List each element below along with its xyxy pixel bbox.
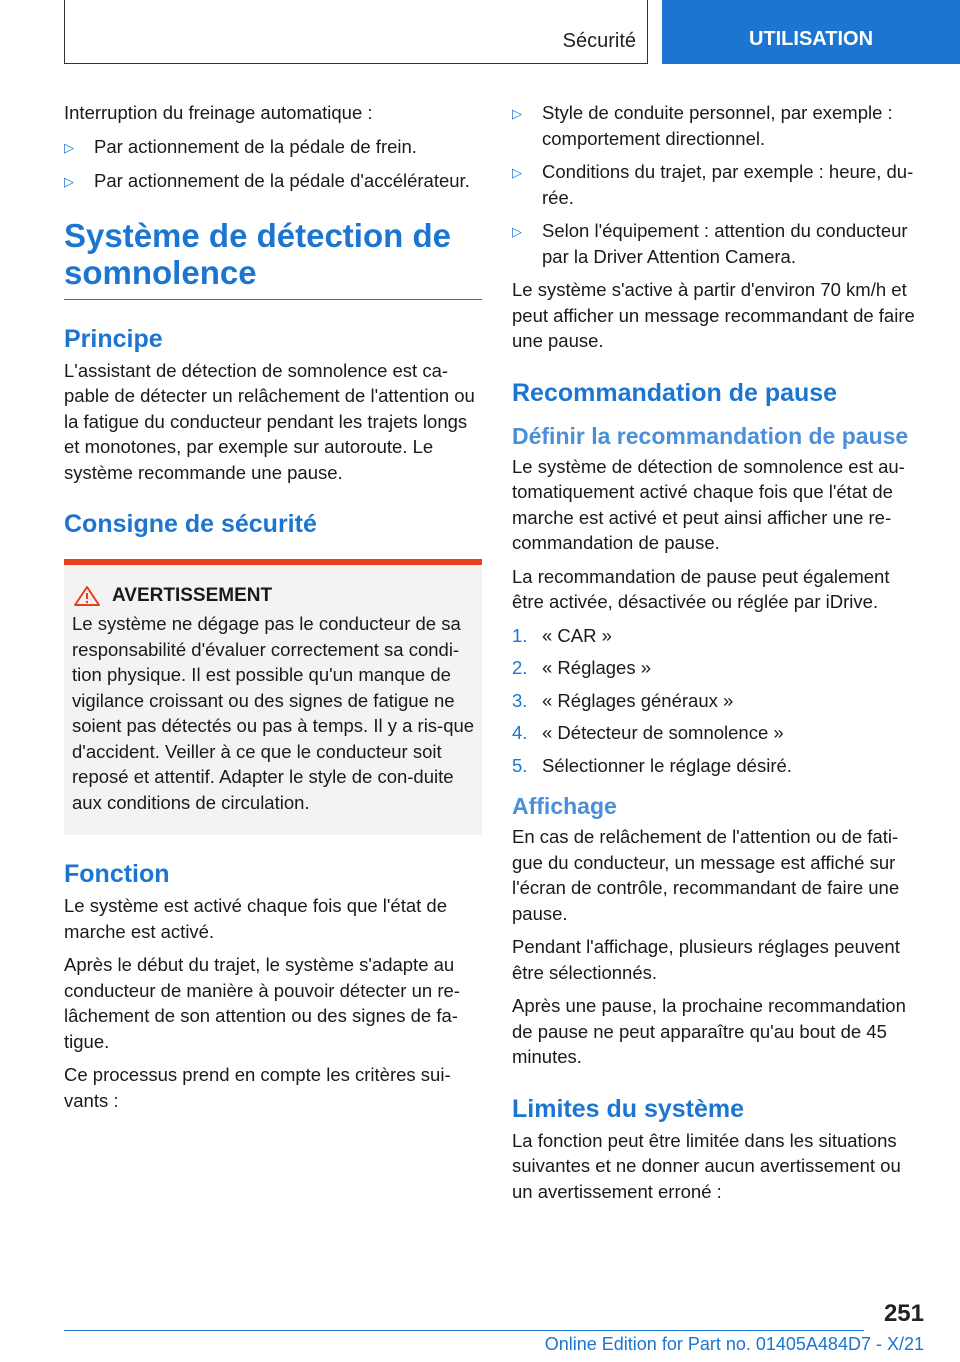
list-item: ▷ Selon l'équipement : attention du conducteur par la Driver Attention Camera. <box>512 218 926 269</box>
step-item: 1. « CAR » <box>512 624 612 646</box>
step-item: 2. « Réglages » <box>512 657 652 678</box>
list-item: ▷ Conditions du trajet, par exemple : heure, du-rée. <box>512 159 926 210</box>
header-section-title: Sécurité <box>562 30 636 52</box>
warning-triangle-icon <box>72 585 102 607</box>
triangle-bullet-icon: ▷ <box>64 139 74 155</box>
list-item: ▷ Par actionnement de la pédale de frein. <box>64 134 482 161</box>
warning-box <box>64 559 482 835</box>
definir-heading: Définir la recommandation de pause <box>512 422 909 449</box>
section-title: Système de détection de somnolence <box>64 217 482 300</box>
fonction-text: Après le début du trajet, le système s'adapte au conducteur de manière à pouvoir détecter un re-lâchement de son attention ou des signes de fa-tigue. <box>64 954 460 1052</box>
principe-text: L'assistant de détection de somnolence est ca-pable de détecter un relâchement de l'attention ou la fatigue du conducteur pendant les trajets longs et monotones, par exemple sur autoroute. Le système recommande une pause. <box>64 359 475 483</box>
affichage-text: Après une pause, la prochaine recommandation de pause ne peut apparaître qu'au bout de 45 minutes. <box>512 995 906 1067</box>
right-column <box>512 100 926 1212</box>
intro-text: Interruption du freinage automatique : <box>64 102 373 123</box>
fonction-heading: Fonction <box>64 860 170 888</box>
triangle-bullet-icon: ▷ <box>512 106 522 121</box>
step-item: 5. Sélectionner le réglage désiré. <box>512 754 792 776</box>
header-frame <box>64 0 648 64</box>
triangle-bullet-icon: ▷ <box>512 165 522 180</box>
footer-edition: Online Edition for Part no. 01405A484D7 - X/21 <box>544 1334 924 1354</box>
triangle-bullet-icon: ▷ <box>64 174 74 189</box>
principe-heading: Principe <box>64 324 163 353</box>
reco-heading: Recommandation de pause <box>512 378 838 407</box>
list-item: ▷ Style de conduite personnel, par exemple : comportement directionnel. <box>512 100 926 151</box>
activation-text: Le système s'active à partir d'environ 70 km/h et peut afficher un message recommandant de faire une pause. <box>512 279 915 351</box>
definir-text: Le système de détection de somnolence est au-tomatiquement activé chaque fois que l'état de marche est activé et peut ainsi afficher une re-commandation de pause. <box>512 455 905 553</box>
limites-text: La fonction peut être limitée dans les situations suivantes et ne donner aucun avertissement ou un avertissement erroné : <box>512 1129 901 1202</box>
definir-text: La recommandation de pause peut également être activée, désactivée ou réglée par iDrive. <box>512 565 890 612</box>
header-chapter-tab[interactable]: UTILISATION <box>662 0 960 64</box>
warning-title: AVERTISSEMENT <box>112 585 273 606</box>
footer-divider <box>64 1330 864 1331</box>
limites-heading: Limites du système <box>512 1094 745 1123</box>
fonction-text: Ce processus prend en compte les critères sui-vants : <box>64 1064 451 1111</box>
list-item: ▷ Par actionnement de la pédale d'accélérateur. <box>64 168 482 195</box>
left-column <box>64 100 482 1121</box>
step-item: 3. « Réglages généraux » <box>512 689 734 711</box>
fonction-text: Le système est activé chaque fois que l'état de marche est activé. <box>64 895 448 942</box>
page-number: 251 <box>883 1300 924 1327</box>
affichage-text: Pendant l'affichage, plusieurs réglages peuvent être sélectionnés. <box>512 936 900 983</box>
warning-text: Le système ne dégage pas le conducteur de sa responsabilité d'évaluer correctement sa condi-tion physique. Il est possible qu'un manque de vigilance croissant ou des signes de fatigue ne soient pas détectés ou pas à temps. Il y a ris-que d'accident. Veiller à ce que le conducteur soit reposé et attentif. Adapter le style de con-duite aux conditions de circulation. <box>72 613 475 813</box>
step-item: 4. « Détecteur de somnolence » <box>512 722 784 743</box>
affichage-text: En cas de relâchement de l'attention ou de fati-gue du conducteur, un message est affiché sur l'écran de contrôle, recommandant de faire une pause. <box>512 826 900 924</box>
consigne-heading: Consigne de sécurité <box>64 510 317 538</box>
triangle-bullet-icon: ▷ <box>512 224 522 239</box>
affichage-heading: Affichage <box>512 793 617 819</box>
